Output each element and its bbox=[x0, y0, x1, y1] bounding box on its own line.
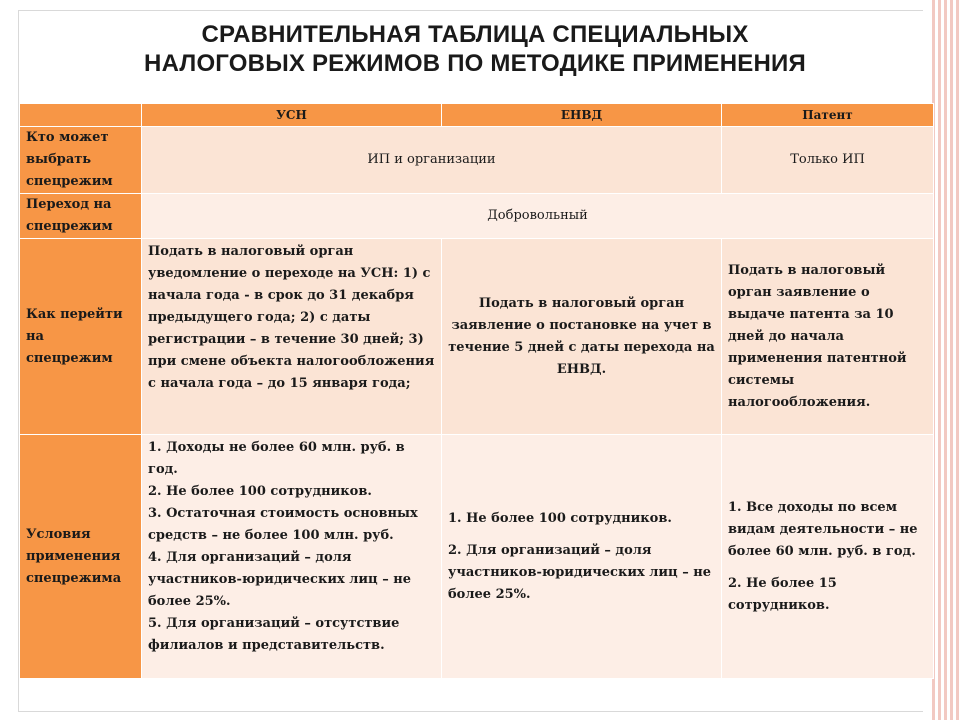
title-line-2: НАЛОГОВЫХ РЕЖИМОВ ПО МЕТОДИКЕ ПРИМЕНЕНИЯ bbox=[144, 50, 806, 77]
cell-who-usn-envd: ИП и организации bbox=[142, 127, 722, 194]
list-item: 1. Не более 100 сотрудников. bbox=[448, 510, 672, 526]
list-item: 5. Для организаций – отсутствие филиалов и представительств. bbox=[148, 616, 400, 653]
cell-how-usn: Подать в налоговый орган уведомление о переходе на УСН: 1) с начала года - в срок до 31 декабря предыдущего года; 2) с даты регистрации – в течение 30 дней; 3) при смене объекта налогообложения с начала года – до 15 января года; bbox=[142, 239, 442, 435]
cell-conditions-patent bbox=[722, 435, 934, 679]
list-item: 2. Не более 15 сотрудников. bbox=[728, 575, 837, 613]
slide-title bbox=[40, 20, 910, 78]
header-corner bbox=[20, 104, 142, 127]
table-row-how bbox=[20, 239, 934, 435]
cell-how-patent: Подать в налоговый орган заявление о выдаче патента за 10 дней до начала применения патентной системы налогообложения. bbox=[722, 239, 934, 435]
cell-transition-all: Добровольный bbox=[142, 194, 934, 239]
row-label-who: Кто может выбрать спецрежим bbox=[20, 127, 142, 194]
cell-conditions-envd bbox=[442, 435, 722, 679]
list-item: 1. Доходы не более 60 млн. руб. в год. bbox=[148, 440, 405, 477]
cell-how-envd: Подать в налоговый орган заявление о постановке на учет в течение 5 дней с даты перехода на ЕНВД. bbox=[442, 239, 722, 435]
row-label-transition: Переход на спецрежим bbox=[20, 194, 142, 239]
list-item: 4. Для организаций – доля участников-юридических лиц – не более 25%. bbox=[148, 550, 412, 609]
list-item: 1. Все доходы по всем видам деятельности – не более 60 млн. руб. в год. bbox=[728, 499, 918, 559]
decorative-stripe bbox=[932, 0, 960, 720]
cell-conditions-usn bbox=[142, 435, 442, 679]
comparison-table bbox=[19, 103, 934, 679]
list-item: 2. Не более 100 сотрудников. bbox=[148, 484, 372, 499]
table-header-row bbox=[20, 104, 934, 127]
table-row-conditions bbox=[20, 435, 934, 679]
title-line-1: СРАВНИТЕЛЬНАЯ ТАБЛИЦА СПЕЦИАЛЬНЫХ bbox=[201, 21, 749, 48]
list-item: 2. Для организаций – доля участников-юридических лиц – не более 25%. bbox=[448, 542, 712, 602]
row-label-how: Как перейти на спецрежим bbox=[20, 239, 142, 435]
table-row-who bbox=[20, 127, 934, 194]
table-row-transition bbox=[20, 194, 934, 239]
header-patent: Патент bbox=[722, 104, 934, 127]
row-label-conditions: Условия применения спецрежима bbox=[20, 435, 142, 679]
header-envd: ЕНВД bbox=[442, 104, 722, 127]
header-usn: УСН bbox=[142, 104, 442, 127]
list-item: 3. Остаточная стоимость основных средств – не более 100 млн. руб. bbox=[148, 506, 418, 543]
cell-who-patent: Только ИП bbox=[722, 127, 934, 194]
